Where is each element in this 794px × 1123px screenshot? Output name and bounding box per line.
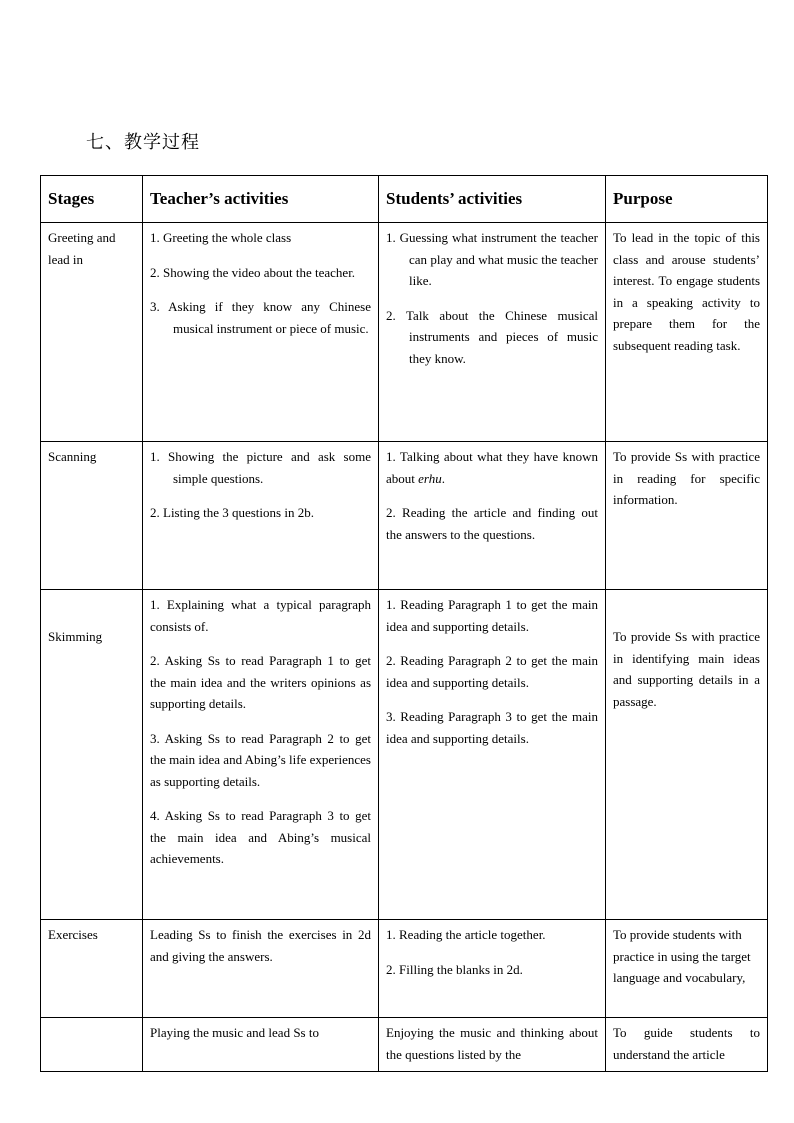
activity-item: 2. Filling the blanks in 2d.: [386, 961, 523, 977]
table-row: [41, 920, 768, 1018]
header-students-activities: Students’ activities: [379, 176, 606, 223]
students-activities-cell: [379, 223, 606, 442]
activity-item: 2. Reading Paragraph 2 to get the main idea and supporting details.: [386, 653, 598, 690]
activity-item: 2. Showing the video about the teacher.: [150, 264, 356, 280]
header-stages: Stages: [41, 176, 143, 223]
activity-text: 1. Talking about what they have known about: [386, 449, 598, 486]
activity-text: .: [441, 470, 445, 486]
table-row: [41, 590, 768, 920]
stage-cell: Greeting and lead in: [41, 223, 143, 442]
activity-item: Enjoying the music and thinking about the questions listed by the: [386, 1025, 598, 1062]
table-row: [41, 442, 768, 590]
purpose-cell: To provide students with practice in using the target language and vocabulary,: [606, 920, 768, 1018]
students-activities-cell: [379, 590, 606, 920]
students-activities-cell: [379, 920, 606, 1018]
students-activities-cell: [379, 1018, 606, 1072]
activity-item: 4. Asking Ss to read Paragraph 3 to get the main idea and Abing’s musical achievements.: [150, 808, 371, 866]
purpose-cell: To guide students to understand the article: [606, 1018, 768, 1072]
header-teacher-activities: Teacher’s activities: [143, 176, 379, 223]
activity-item: 1. Guessing what instrument the teacher can play and what music the teacher like.: [386, 230, 598, 288]
activity-item: Playing the music and lead Ss to: [150, 1025, 319, 1040]
activity-item: 1. Reading the article together.: [386, 927, 546, 942]
activity-item: 1. Greeting the whole class: [150, 230, 292, 245]
activity-item: [386, 446, 598, 489]
teacher-activities-cell: [143, 920, 379, 1018]
stage-cell: Exercises: [41, 920, 143, 1018]
teacher-activities-cell: [143, 1018, 379, 1072]
activity-item: 3. Asking Ss to read Paragraph 2 to get the main idea and Abing’s life experiences as supporting details.: [150, 730, 371, 789]
header-row: [41, 176, 768, 223]
teacher-activities-cell: [143, 590, 379, 920]
header-purpose: Purpose: [606, 176, 768, 223]
section-heading: 七、教学过程: [86, 132, 200, 153]
students-activities-cell: [379, 442, 606, 590]
purpose-cell: To provide Ss with practice in identifying main ideas and supporting details in a passage.: [606, 590, 768, 920]
table-row: [41, 1018, 768, 1072]
activity-item: 2. Listing the 3 questions in 2b.: [150, 505, 314, 520]
stage-cell: Scanning: [41, 442, 143, 590]
table-row: [41, 223, 768, 442]
teaching-process-table: [40, 175, 768, 1072]
activity-item: Leading Ss to finish the exercises in 2d and giving the answers.: [150, 927, 371, 964]
teacher-activities-cell: [143, 223, 379, 442]
activity-item: 3. Asking if they know any Chinese musical instrument or piece of music.: [150, 299, 371, 336]
purpose-cell: To lead in the topic of this class and arouse students’ interest. To engage students in a speaking activity to prepare them for the subsequent reading task.: [606, 223, 768, 442]
activity-item: 1. Reading Paragraph 1 to get the main idea and supporting details.: [386, 597, 598, 634]
activity-item: 2. Talk about the Chinese musical instruments and pieces of music they know.: [386, 307, 598, 366]
stage-cell: Skimming: [41, 590, 143, 920]
erhu-term: erhu: [418, 470, 442, 486]
stage-cell: [41, 1018, 143, 1072]
teacher-activities-cell: [143, 442, 379, 590]
activity-item: 1. Showing the picture and ask some simple questions.: [150, 449, 371, 486]
activity-item: 2. Asking Ss to read Paragraph 1 to get the main idea and the writers opinions as supporting details.: [150, 653, 371, 711]
activity-item: 1. Explaining what a typical paragraph consists of.: [150, 597, 371, 634]
purpose-cell: To provide Ss with practice in reading for specific information.: [606, 442, 768, 590]
activity-item: 3. Reading Paragraph 3 to get the main idea and supporting details.: [386, 709, 598, 746]
activity-item: 2. Reading the article and finding out the answers to the questions.: [386, 505, 598, 542]
